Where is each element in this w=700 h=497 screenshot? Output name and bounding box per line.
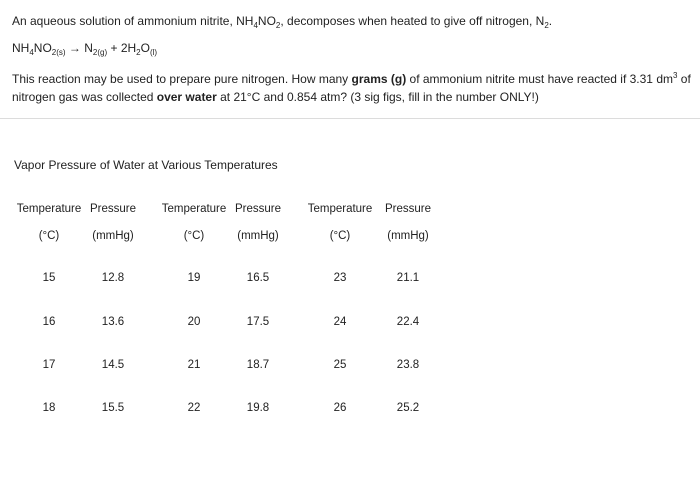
temperature-cell: 22 bbox=[187, 402, 201, 414]
temperature-cell: 23 bbox=[333, 272, 347, 284]
column-header: Temperature bbox=[307, 203, 373, 215]
pressure-cell: 13.6 bbox=[101, 316, 125, 328]
temperature-cell: 16 bbox=[42, 316, 56, 328]
pressure-cell: 12.8 bbox=[101, 272, 125, 284]
pressure-cell: 18.7 bbox=[246, 359, 270, 371]
temperature-cell: 18 bbox=[42, 402, 56, 414]
pressure-cell: 21.1 bbox=[396, 272, 420, 284]
pressure-cell: 16.5 bbox=[246, 272, 270, 284]
reaction-equation: $NH_4NO_{2(s)} \to N_{2(g)} + 2H_2O_{(l)}$ bbox=[12, 41, 158, 57]
table-title: Vapor Pressure of Water at Various Temperatures bbox=[14, 158, 278, 172]
column-unit: (mmHg) bbox=[92, 230, 134, 242]
pressure-cell: 17.5 bbox=[246, 316, 270, 328]
temperature-cell: 15 bbox=[42, 272, 56, 284]
pressure-cell: 22.4 bbox=[396, 316, 420, 328]
question-intro: An aqueous solution of ammonium nitrite, $NH_4NO_2$, decomposes when heated to give off nitrogen, $N_2$. bbox=[12, 14, 553, 30]
column-header: Pressure bbox=[384, 203, 432, 215]
column-header: Pressure bbox=[89, 203, 137, 215]
section-divider bbox=[0, 118, 700, 119]
column-unit: (mmHg) bbox=[237, 230, 279, 242]
temperature-cell: 26 bbox=[333, 402, 347, 414]
temperature-cell: 21 bbox=[187, 359, 201, 371]
column-header: Pressure bbox=[234, 203, 282, 215]
column-unit: (mmHg) bbox=[387, 230, 429, 242]
pressure-cell: 14.5 bbox=[101, 359, 125, 371]
pressure-cell: 19.8 bbox=[246, 402, 270, 414]
column-unit: (°C) bbox=[329, 230, 351, 242]
column-unit: (°C) bbox=[183, 230, 205, 242]
column-header: Temperature bbox=[161, 203, 227, 215]
temperature-cell: 20 bbox=[187, 316, 201, 328]
question-paragraph-line-2: nitrogen gas was collected over water at 21°C and 0.854 atm? (3 sig figs, fill in the number ONLY!) bbox=[12, 90, 539, 104]
column-unit: (°C) bbox=[38, 230, 60, 242]
temperature-cell: 19 bbox=[187, 272, 201, 284]
column-header: Temperature bbox=[16, 203, 82, 215]
pressure-cell: 25.2 bbox=[396, 402, 420, 414]
temperature-cell: 17 bbox=[42, 359, 56, 371]
temperature-cell: 25 bbox=[333, 359, 347, 371]
question-paragraph-line-1: This reaction may be used to prepare pure nitrogen. How many grams (g) of ammonium nitrite must have reacted if 3.31 $dm^3$ of bbox=[12, 71, 691, 86]
pressure-cell: 23.8 bbox=[396, 359, 420, 371]
temperature-cell: 24 bbox=[333, 316, 347, 328]
pressure-cell: 15.5 bbox=[101, 402, 125, 414]
